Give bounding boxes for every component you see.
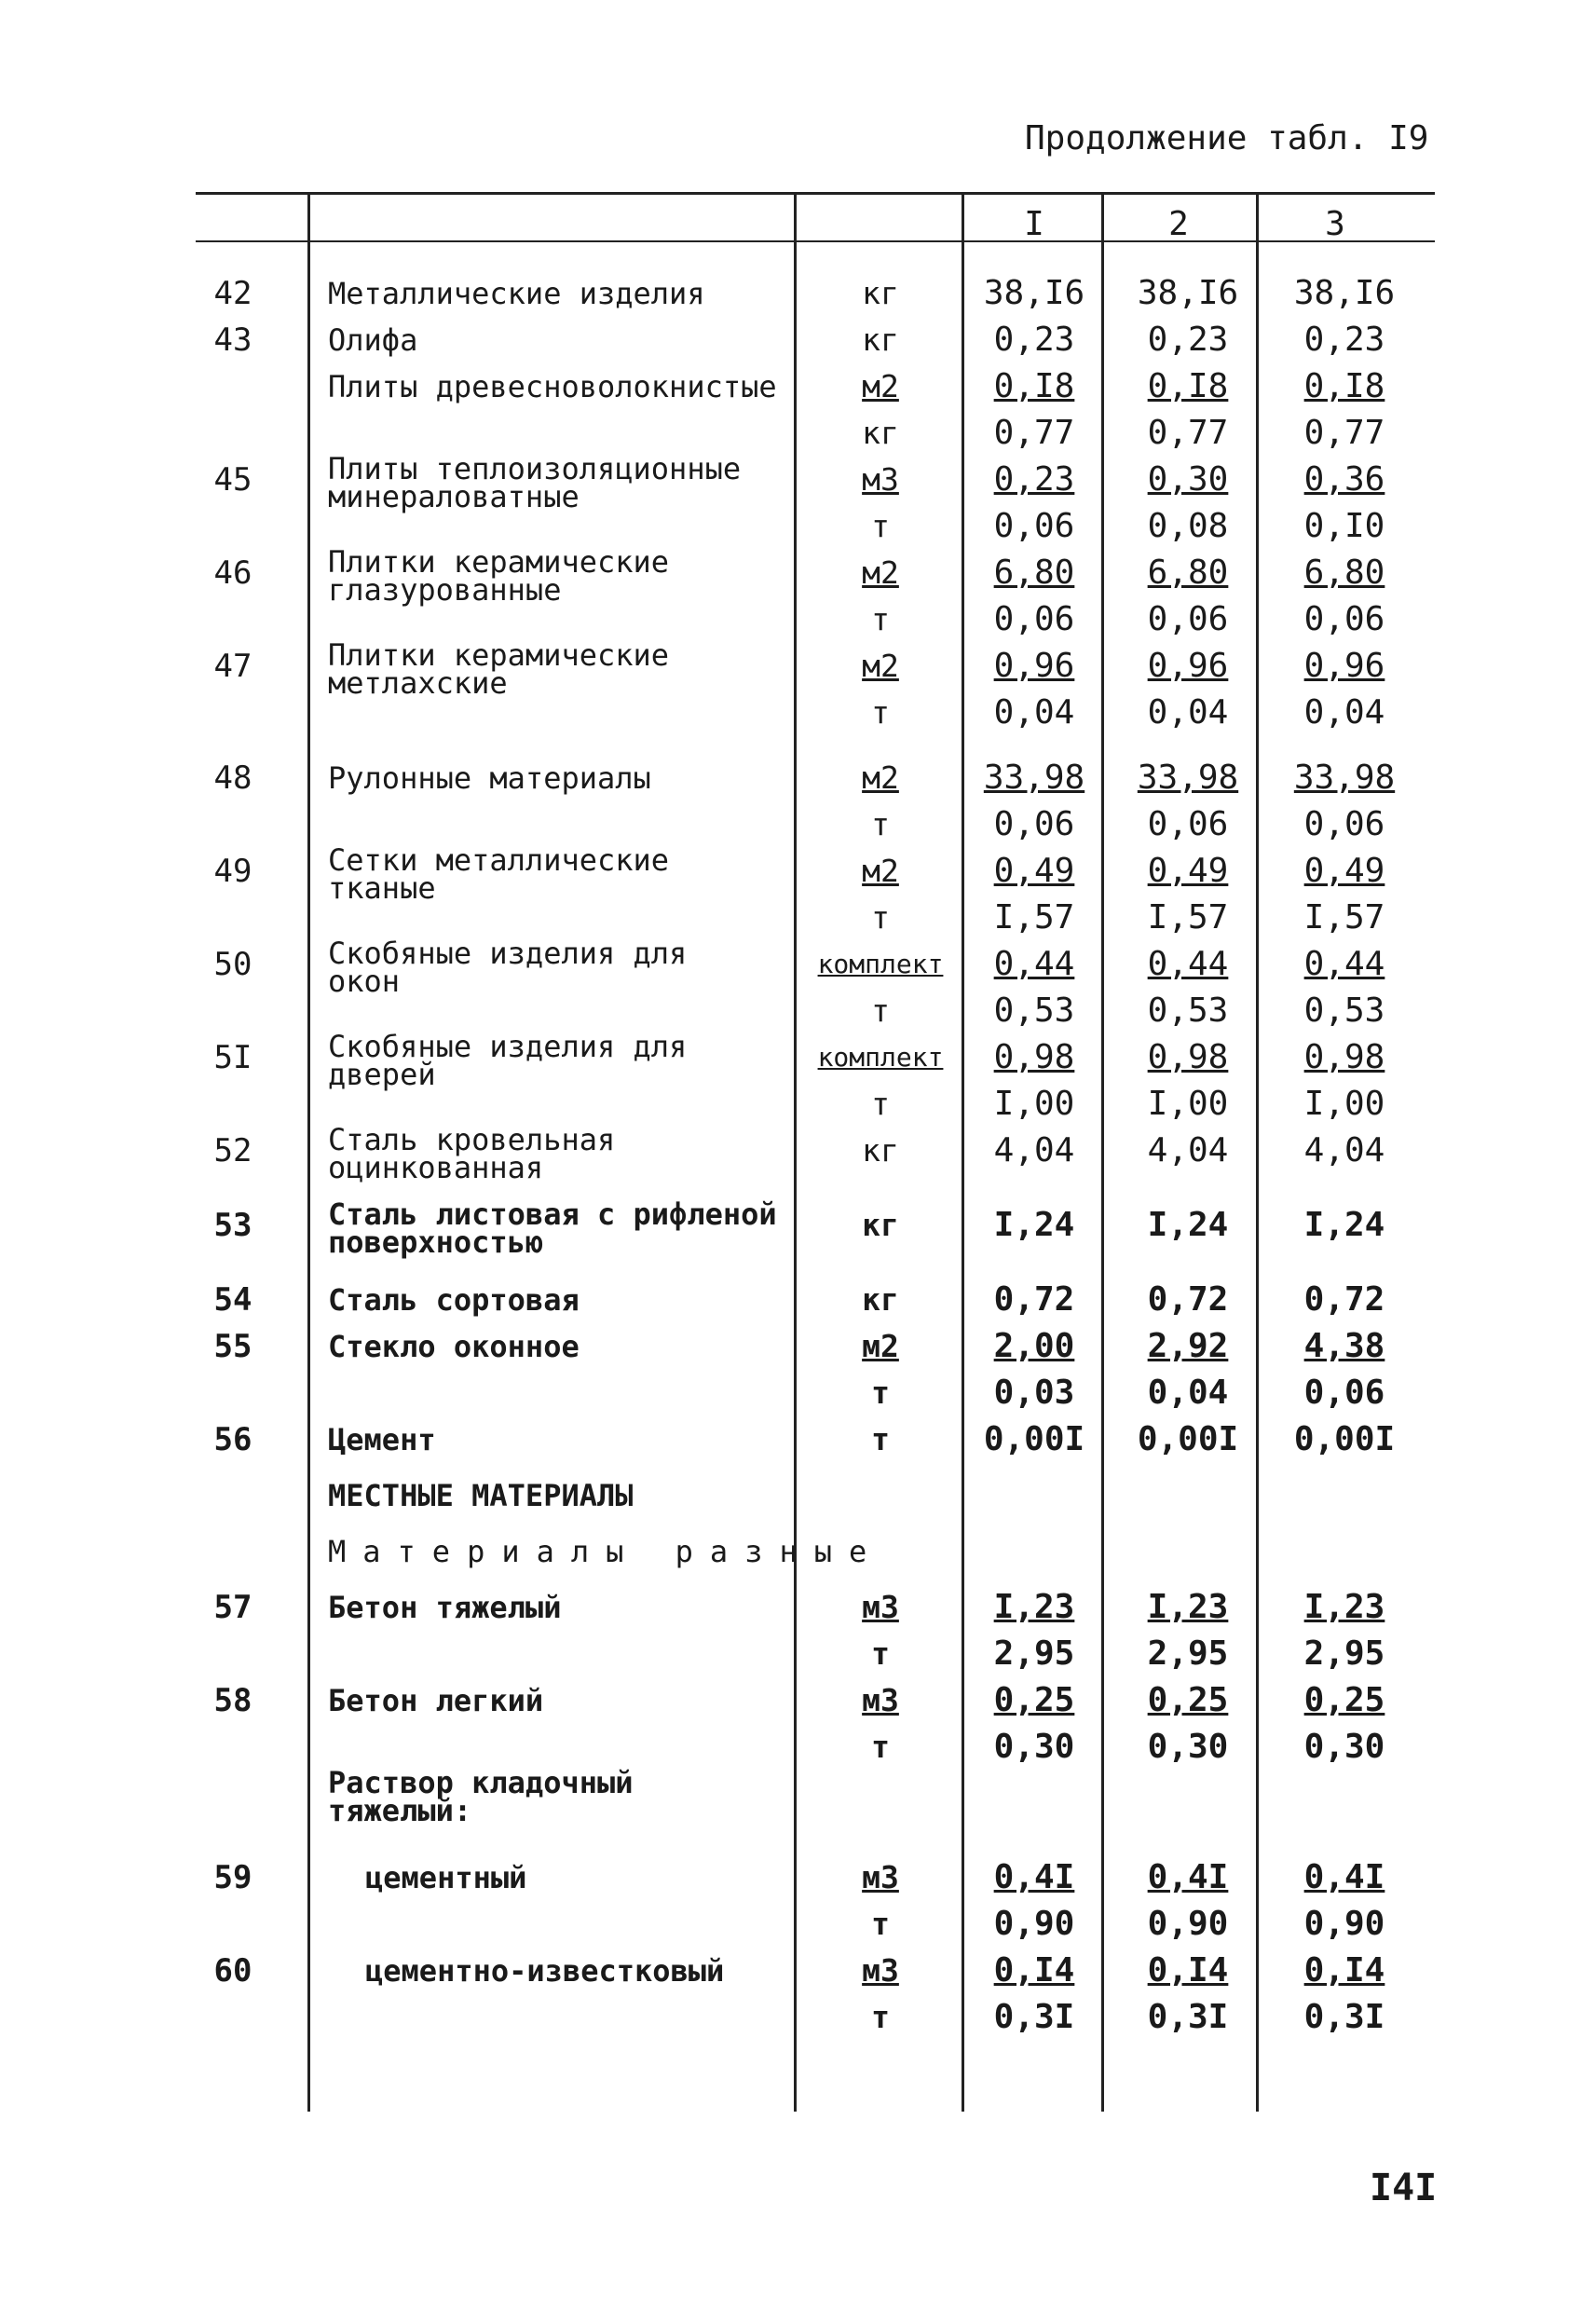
unit-of-measure: м3 <box>862 1859 899 1895</box>
table-row <box>0 1677 1596 1724</box>
unit-of-measure: кг <box>862 321 899 358</box>
page-number: I4I <box>1370 2167 1438 2209</box>
unit-of-measure: м2 <box>862 1328 899 1364</box>
value-column-2: 0,72 <box>1147 1280 1229 1319</box>
value-column-3: 0,I8 <box>1303 367 1385 405</box>
table-row <box>0 988 1596 1034</box>
value-column-2: 0,04 <box>1147 693 1229 732</box>
value-column-1: 0,03 <box>993 1374 1075 1412</box>
value-column-1: 0,53 <box>993 991 1075 1030</box>
value-column-3: 4,04 <box>1303 1131 1385 1169</box>
table-row <box>0 1765 1596 1828</box>
material-name: Скобяные изделия для дверей <box>328 1029 688 1092</box>
value-column-1: 0,00I <box>983 1420 1085 1458</box>
row-number: 56 <box>213 1421 252 1458</box>
value-column-1: I,00 <box>993 1085 1075 1123</box>
table-row <box>0 1994 1596 2041</box>
value-column-3: 0,3I <box>1303 1998 1385 2036</box>
row-number: 53 <box>213 1207 252 1244</box>
table-row <box>0 755 1596 801</box>
value-column-2: 0,06 <box>1147 600 1229 638</box>
material-name: Плитки керамические метлахские <box>328 637 670 701</box>
value-column-2: I,00 <box>1147 1085 1229 1123</box>
material-name: Рулонные материалы <box>328 760 651 796</box>
value-column-3: I,57 <box>1303 898 1385 937</box>
unit-of-measure: кг <box>862 1207 899 1243</box>
unit-of-measure: м3 <box>862 1952 899 1989</box>
value-column-3: 0,72 <box>1303 1280 1385 1319</box>
value-column-1: 0,90 <box>993 1905 1075 1943</box>
table-row <box>0 1724 1596 1771</box>
value-column-2: 6,80 <box>1147 554 1229 592</box>
row-number: 42 <box>213 275 252 312</box>
material-name: Олифа <box>328 322 418 358</box>
table-row <box>0 637 1596 701</box>
value-column-2: 38,I6 <box>1137 274 1239 312</box>
value-column-2: 0,I8 <box>1147 367 1229 405</box>
value-column-3: 0,90 <box>1303 1905 1385 1943</box>
value-column-1: 0,I4 <box>993 1951 1075 1990</box>
material-name: Плиты теплоизоляционные минераловатные <box>328 451 742 514</box>
value-column-3: 0,36 <box>1303 460 1385 499</box>
table-row <box>0 1029 1596 1092</box>
value-column-3: 0,44 <box>1303 945 1385 983</box>
unit-of-measure: кг <box>862 1281 899 1318</box>
value-column-2: 0,00I <box>1137 1420 1239 1458</box>
value-column-3: 0,49 <box>1303 852 1385 890</box>
value-column-2: 0,77 <box>1147 414 1229 452</box>
value-column-2: 0,53 <box>1147 991 1229 1030</box>
unit-of-measure: м2 <box>862 368 899 404</box>
value-column-1: 0,23 <box>993 321 1075 359</box>
unit-of-measure: м3 <box>862 1589 899 1625</box>
table-row <box>0 363 1596 410</box>
unit-of-measure: комплект <box>817 1042 944 1073</box>
row-number: 49 <box>213 853 252 890</box>
unit-of-measure: кг <box>862 275 899 311</box>
table-caption: Продолжение табл. I9 <box>1025 119 1429 157</box>
material-name: Плитки керамические глазурованные <box>328 544 670 608</box>
unit-of-measure: т <box>871 1635 890 1672</box>
table-row <box>0 801 1596 848</box>
material-name: Раствор кладочный тяжелый: <box>328 1765 634 1828</box>
value-column-1: 0,06 <box>993 507 1075 545</box>
value-column-2: 0,90 <box>1147 1905 1229 1943</box>
value-column-2: 0,06 <box>1147 805 1229 843</box>
value-column-1: 0,25 <box>993 1681 1075 1719</box>
table-row <box>0 1854 1596 1901</box>
material-name: Бетон легкий <box>328 1683 544 1718</box>
table-row <box>0 1528 1596 1575</box>
value-column-2: 0,30 <box>1147 1728 1229 1766</box>
table-row <box>0 1901 1596 1948</box>
table-row <box>0 544 1596 608</box>
table-row <box>0 1416 1596 1463</box>
value-column-1: I,23 <box>993 1588 1075 1626</box>
table-row <box>0 317 1596 363</box>
row-number: 58 <box>213 1682 252 1719</box>
value-column-3: 0,98 <box>1303 1038 1385 1076</box>
value-column-1: 0,23 <box>993 460 1075 499</box>
unit-of-measure: т <box>871 899 890 936</box>
value-column-1: 0,77 <box>993 414 1075 452</box>
value-column-1: 2,95 <box>993 1634 1075 1673</box>
row-number: 60 <box>213 1952 252 1990</box>
value-column-3: 33,98 <box>1293 759 1396 797</box>
value-column-2: 0,I4 <box>1147 1951 1229 1990</box>
value-column-3: 0,77 <box>1303 414 1385 452</box>
value-column-2: 0,3I <box>1147 1998 1229 2036</box>
value-column-3: 0,30 <box>1303 1728 1385 1766</box>
material-name: Бетон тяжелый <box>328 1590 562 1625</box>
material-name: Цемент <box>328 1422 436 1457</box>
table-row <box>0 596 1596 643</box>
table-row <box>0 1584 1596 1631</box>
unit-of-measure: т <box>871 1999 890 2035</box>
unit-of-measure: т <box>871 806 890 842</box>
value-column-1: 6,80 <box>993 554 1075 592</box>
value-column-1: 0,06 <box>993 805 1075 843</box>
table-row <box>0 1631 1596 1677</box>
value-column-3: 0,4I <box>1303 1858 1385 1896</box>
value-column-2: 0,25 <box>1147 1681 1229 1719</box>
value-column-1: 0,04 <box>993 693 1075 732</box>
table-row <box>0 1277 1596 1323</box>
material-name: Сталь кровельная оцинкованная <box>328 1122 616 1185</box>
row-number: 59 <box>213 1859 252 1896</box>
table-row <box>0 451 1596 514</box>
row-number: 46 <box>213 554 252 592</box>
unit-of-measure: м3 <box>862 461 899 498</box>
row-number: 47 <box>213 648 252 685</box>
value-column-2: 0,30 <box>1147 460 1229 499</box>
value-column-1: 0,3I <box>993 1998 1075 2036</box>
material-name: цементно-известковый <box>365 1953 725 1989</box>
unit-of-measure: т <box>871 1421 890 1457</box>
unit-of-measure: т <box>871 1729 890 1765</box>
material-name: Скобяные изделия для окон <box>328 936 688 999</box>
header-bottom-rule <box>196 240 1435 242</box>
value-column-2: 0,49 <box>1147 852 1229 890</box>
value-column-1: 0,98 <box>993 1038 1075 1076</box>
column-header-2: 2 <box>1168 205 1189 243</box>
value-column-2: I,24 <box>1147 1206 1229 1244</box>
value-column-2: 2,92 <box>1147 1327 1229 1365</box>
unit-of-measure: т <box>871 1374 890 1411</box>
value-column-3: I,24 <box>1303 1206 1385 1244</box>
value-column-2: I,23 <box>1147 1588 1229 1626</box>
value-column-3: I,00 <box>1303 1085 1385 1123</box>
value-column-1: 0,44 <box>993 945 1075 983</box>
material-name: Сталь листовая с рифленой поверхностью <box>328 1197 777 1260</box>
value-column-1: 38,I6 <box>983 274 1085 312</box>
value-column-1: I,24 <box>993 1206 1075 1244</box>
material-name: Стекло оконное <box>328 1329 580 1364</box>
unit-of-measure: м3 <box>862 1682 899 1718</box>
value-column-3: 2,95 <box>1303 1634 1385 1673</box>
value-column-3: 0,96 <box>1303 647 1385 685</box>
unit-of-measure: комплект <box>817 949 944 979</box>
unit-of-measure: т <box>871 1906 890 1942</box>
value-column-1: I,57 <box>993 898 1075 937</box>
unit-of-measure: м2 <box>862 853 899 889</box>
column-header-3: 3 <box>1325 205 1345 243</box>
value-column-3: 0,00I <box>1293 1420 1396 1458</box>
material-name: Сетки металлические тканые <box>328 842 670 906</box>
table-top-rule <box>196 192 1435 195</box>
value-column-1: 0,49 <box>993 852 1075 890</box>
table-row <box>0 410 1596 457</box>
unit-of-measure: т <box>871 601 890 637</box>
unit-of-measure: т <box>871 694 890 731</box>
table-row <box>0 1323 1596 1370</box>
table-row <box>0 842 1596 906</box>
value-column-3: 0,I4 <box>1303 1951 1385 1990</box>
unit-of-measure: м2 <box>862 759 899 796</box>
material-name: Сталь сортовая <box>328 1282 580 1318</box>
value-column-3: 0,04 <box>1303 693 1385 732</box>
value-column-3: 0,06 <box>1303 1374 1385 1412</box>
value-column-2: 0,23 <box>1147 321 1229 359</box>
unit-of-measure: кг <box>862 1132 899 1169</box>
unit-of-measure: т <box>871 1086 890 1122</box>
value-column-3: 4,38 <box>1303 1327 1385 1365</box>
table-row <box>0 936 1596 999</box>
value-column-2: 0,04 <box>1147 1374 1229 1412</box>
row-number: 48 <box>213 759 252 797</box>
table-row <box>0 503 1596 550</box>
row-number: 43 <box>213 321 252 359</box>
table-row <box>0 1472 1596 1519</box>
row-number: 45 <box>213 461 252 499</box>
material-name: Металлические изделия <box>328 276 705 311</box>
value-column-2: 33,98 <box>1137 759 1239 797</box>
column-header-1: I <box>1024 205 1044 243</box>
value-column-2: I,57 <box>1147 898 1229 937</box>
value-column-2: 4,04 <box>1147 1131 1229 1169</box>
material-name: Плиты древесноволокнистые <box>328 369 777 404</box>
table-row <box>0 270 1596 317</box>
table-row <box>0 1948 1596 1994</box>
value-column-2: 0,08 <box>1147 507 1229 545</box>
value-column-1: 33,98 <box>983 759 1085 797</box>
row-number: 57 <box>213 1589 252 1626</box>
value-column-3: 0,23 <box>1303 321 1385 359</box>
table-row <box>0 895 1596 941</box>
value-column-3: 0,06 <box>1303 805 1385 843</box>
unit-of-measure: кг <box>862 415 899 451</box>
material-name: цементный <box>365 1860 527 1895</box>
value-column-1: 0,06 <box>993 600 1075 638</box>
unit-of-measure: т <box>871 508 890 544</box>
row-number: 55 <box>213 1328 252 1365</box>
row-number: 5I <box>213 1039 252 1076</box>
value-column-2: 0,96 <box>1147 647 1229 685</box>
table-row <box>0 1370 1596 1416</box>
value-column-2: 2,95 <box>1147 1634 1229 1673</box>
unit-of-measure: т <box>871 992 890 1029</box>
value-column-2: 0,44 <box>1147 945 1229 983</box>
value-column-2: 0,4I <box>1147 1858 1229 1896</box>
row-number: 54 <box>213 1281 252 1319</box>
value-column-1: 2,00 <box>993 1327 1075 1365</box>
value-column-1: 0,30 <box>993 1728 1075 1766</box>
value-column-3: 38,I6 <box>1293 274 1396 312</box>
value-column-3: 0,53 <box>1303 991 1385 1030</box>
value-column-3: 0,25 <box>1303 1681 1385 1719</box>
value-column-3: I,23 <box>1303 1588 1385 1626</box>
table-row <box>0 1122 1596 1185</box>
material-name: Материалы разные <box>328 1534 884 1569</box>
table-row <box>0 1197 1596 1260</box>
value-column-3: 0,I0 <box>1303 507 1385 545</box>
value-column-1: 0,4I <box>993 1858 1075 1896</box>
value-column-1: 0,96 <box>993 647 1075 685</box>
unit-of-measure: м2 <box>862 554 899 591</box>
table-row <box>0 690 1596 736</box>
value-column-1: 0,I8 <box>993 367 1075 405</box>
value-column-1: 0,72 <box>993 1280 1075 1319</box>
row-number: 50 <box>213 946 252 983</box>
material-name: МЕСТНЫЕ МАТЕРИАЛЫ <box>328 1478 634 1513</box>
value-column-3: 0,06 <box>1303 600 1385 638</box>
value-column-2: 0,98 <box>1147 1038 1229 1076</box>
table-row <box>0 1081 1596 1128</box>
unit-of-measure: м2 <box>862 648 899 684</box>
value-column-3: 6,80 <box>1303 554 1385 592</box>
row-number: 52 <box>213 1132 252 1169</box>
value-column-1: 4,04 <box>993 1131 1075 1169</box>
